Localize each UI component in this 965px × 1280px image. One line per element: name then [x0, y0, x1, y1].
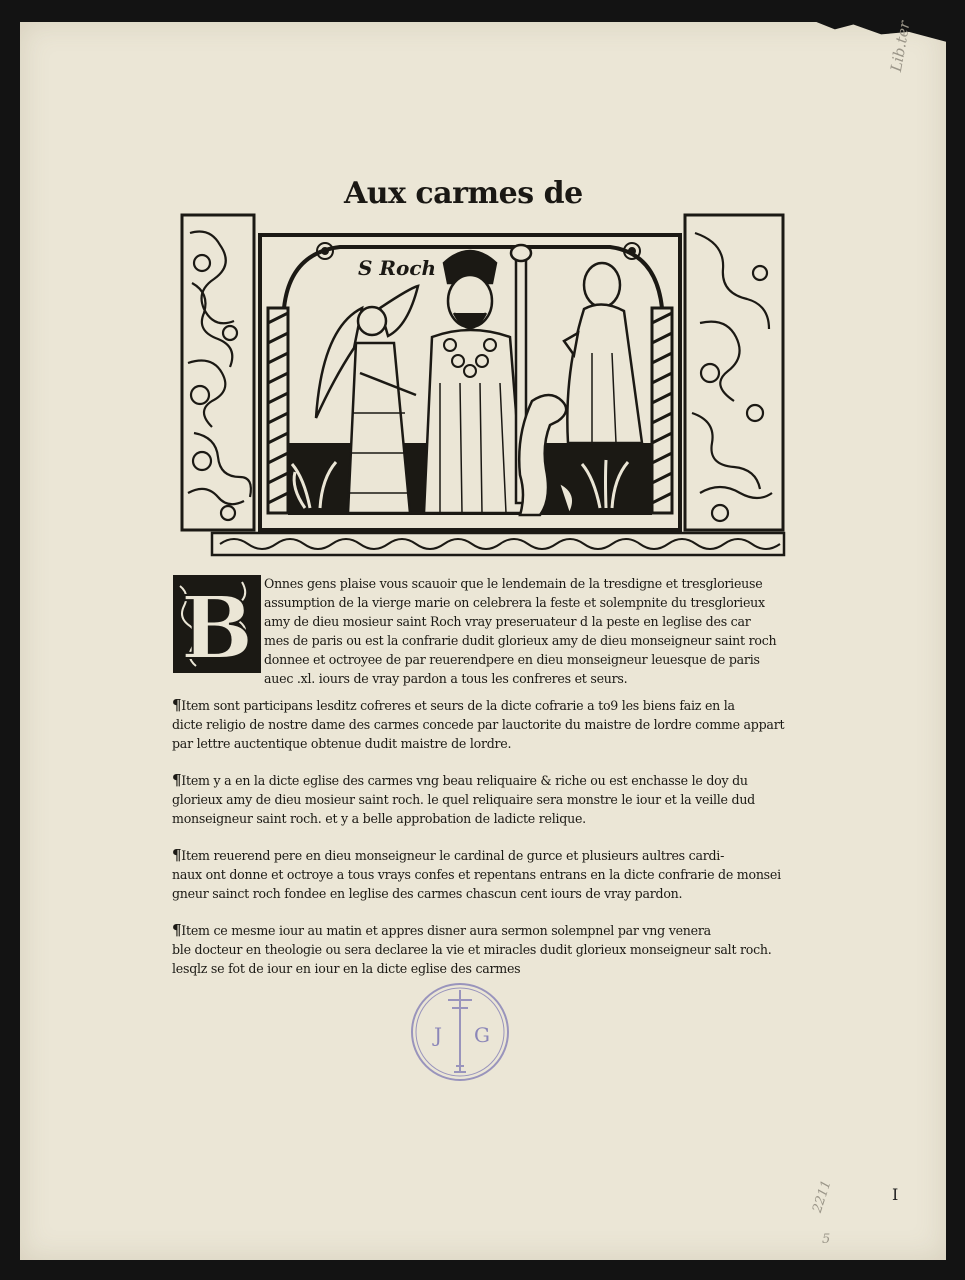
page-number: I	[892, 1185, 899, 1204]
text-line-content: Item ce mesme iour au matin et appres disner aura sermon solempnel par vng venera	[181, 923, 711, 938]
page-title: Aux carmes de	[344, 176, 583, 211]
paragraph-item-sermon	[172, 921, 792, 978]
initial-letter: B	[180, 578, 254, 674]
woodcut-saint-roch	[180, 213, 788, 558]
text-line: naux ont donne et octroye a tous vrays confes et repentans entrans en la dicte confrarie de monsei	[172, 867, 781, 882]
paragraph-item-participants	[172, 696, 792, 753]
pilcrow-mark: ¶	[172, 771, 182, 789]
pencil-note-fraction: 5	[822, 1232, 831, 1247]
pencil-note-top: Lib.ter	[887, 19, 914, 74]
text-line: assumption de la vierge marie on celebrera la feste et solempnite du tresglorieux	[264, 595, 765, 610]
paragraph-announcement	[172, 574, 792, 688]
text-line-content: Item reuerend pere en dieu monseigneur le cardinal de gurce et plusieurs aultres cardi-	[181, 848, 725, 863]
stamp-letter-g: G	[474, 1023, 490, 1047]
text-line	[172, 921, 792, 940]
text-line: glorieux amy de dieu mosieur saint roch. le quel reliquaire sera monstre le iour et la veille dud	[172, 792, 755, 807]
text-line: gneur sainct roch fondee en leglise des carmes chascun cent iours de vray pardon.	[172, 886, 683, 901]
text-line: amy de dieu mosieur saint Roch vray preseruateur d la peste en leglise des car	[264, 614, 751, 629]
text-line	[172, 846, 792, 865]
stamp-letter-j: J	[433, 1023, 443, 1047]
text-line: par lettre auctentique obtenue dudit maistre de lordre.	[172, 736, 512, 751]
text-line: mes de paris ou est la confrarie dudit glorieux amy de dieu monseigneur saint roch	[264, 633, 777, 648]
paragraph-item-cardinal	[172, 846, 792, 903]
paragraph-item-reliquary	[172, 771, 792, 828]
pilcrow-mark: ¶	[172, 696, 182, 714]
collector-stamp	[408, 980, 512, 1084]
text-line-content: Item sont participans lesditz cofreres et seurs de la dicte cofrarie a to9 les biens faiz en la	[181, 698, 735, 713]
text-line	[172, 771, 792, 790]
text-line: Onnes gens plaise vous scauoir que le lendemain de la tresdigne et tresglorieuse	[264, 576, 763, 591]
pilcrow-mark: ¶	[172, 846, 182, 864]
text-line: monseigneur saint roch. et y a belle approbation de ladicte relique.	[172, 811, 586, 826]
text-line: auec .xl. iours de vray pardon a tous les confreres et seurs.	[264, 671, 628, 686]
pencil-note-bottom: 2211	[810, 1178, 835, 1215]
text-line: ble docteur en theologie ou sera declaree la vie et miracles dudit glorieux monseigneur salt roch.	[172, 942, 772, 957]
pilcrow-mark: ¶	[172, 921, 182, 939]
text-line: donnee et octroyee de par reuerendpere en dieu monseigneur leuesque de paris	[264, 652, 760, 667]
text-line-content: Item y a en la dicte eglise des carmes vng beau reliquaire & riche ou est enchasse le doy du	[181, 773, 748, 788]
text-line: lesqlz se fot de iour en iour en la dicte eglise des carmes	[172, 961, 521, 976]
woodcut-caption: S Roch	[358, 256, 437, 280]
text-line: dicte religio de nostre dame des carmes concede par lauctorite du maistre de lordre comme appart	[172, 717, 785, 732]
text-line	[172, 696, 792, 715]
